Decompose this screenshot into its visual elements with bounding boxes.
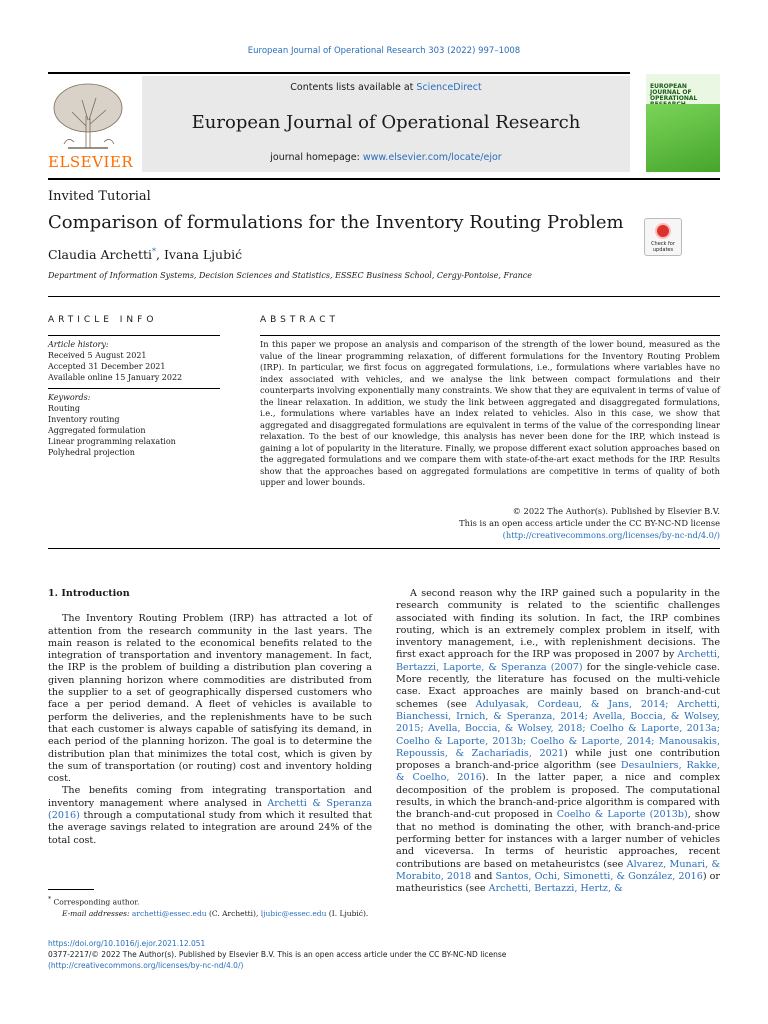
email-link-ljubic[interactable]: ljubic@essec.edu (260, 908, 327, 918)
footnotes (48, 894, 372, 919)
license-link[interactable]: (http://creativecommons.org/licenses/by-nc-nd/4.0/) (502, 530, 720, 540)
homepage-line (142, 152, 630, 163)
citation-link[interactable]: Archetti, Bertazzi, Laporte, & Speranza (2007) (396, 649, 720, 673)
citation-link[interactable]: Archetti, Bertazzi, Hertz, & (488, 883, 623, 895)
elsevier-wordmark: ELSEVIER (48, 153, 134, 171)
cover-graphic (646, 104, 720, 172)
abstract-bottom-rule (48, 548, 720, 549)
citation-link[interactable]: Desaulniers, Rakke, & Coelho, 2016 (396, 760, 721, 784)
issn-line: 0377-2217/© 2022 The Author(s). Published by Elsevier B.V. This is an open access article under the CC BY-NC-ND license (48, 950, 507, 959)
history-accepted: Accepted 31 December 2021 (48, 362, 166, 371)
email-addresses (48, 908, 372, 919)
section-heading: 1. Introduction (48, 588, 130, 599)
article-type: Invited Tutorial (48, 189, 151, 204)
homepage-link[interactable]: www.elsevier.com/locate/ejor (362, 152, 502, 163)
keyword-item: Aggregated formulation (48, 426, 146, 435)
journal-reference[interactable]: European Journal of Operational Research 303 (2022) 997–1008 (247, 46, 521, 56)
license-line: This is an open access article under the CC BY-NC-ND license (459, 518, 720, 528)
history-received: Received 5 August 2021 (48, 351, 147, 360)
intro-paragraph-2 (48, 785, 372, 846)
footnote-text: Corresponding author. (53, 897, 140, 907)
keyword-item: Polyhedral projection (48, 448, 135, 457)
text-span: , show that no method is dominating the other, with branch-and-price performing better for instances with a larger number of vehicles and viceversa. In terms of heuristic approaches, recent contributions are based on metaheuristcs (see (396, 809, 720, 870)
journal-cover-image[interactable] (646, 74, 720, 172)
contents-prefix: Contents lists available at (290, 82, 417, 93)
abstract-text: In this paper we propose an analysis and comparison of the strength of the lower bound, measured as the value of the linear programming relaxation, of different formulations for the Inventory Routing Problem (IRP). In particular, we first focus on aggregated formulations, i.e., formulations where variables have no index associated with vehicles, and we analyse the link between compact formulations and their counterparts involving exponentially many constraints. We show that they are equivalent in terms of value of the linear relaxation. In addition, we study the link between aggregated and disaggregated formulations, i.e., formulations where variables have an index related to vehicles. Also in this case, we show that aggregated and disaggregated formulations are equivalent in terms of the value of the corresponding linear relaxation. To the best of our knowledge, this analysis has never been done for the IRP, which instead is gaining a lot of popularity in the literature. Finally, we propose different exact solution approaches based on the aggregated formulations and we compare them with state-of-the-art exact methods for the IRP. Results show that the approaches based on aggregated formulations are competitive in terms of quality of both upper and lower bounds. (260, 339, 720, 487)
author-archetti[interactable]: Claudia Archetti (48, 247, 152, 263)
cover-title-text: EUROPEAN JOURNAL OF OPERATIONAL (650, 83, 698, 102)
footnote-rule (48, 889, 94, 890)
article-history (48, 339, 220, 383)
section-rule (48, 296, 720, 297)
header-rule-bottom (48, 178, 720, 180)
body-column-left (48, 588, 372, 847)
article-title: Comparison of formulations for the Inventory Routing Problem (48, 212, 624, 233)
text-span: ) or matheuristics (see (396, 870, 721, 895)
email-link-archetti[interactable]: archetti@essec.edu (131, 908, 207, 918)
copyright-line: © 2022 The Author(s). Published by Elsevier B.V. (512, 506, 720, 516)
corresponding-author-note (48, 894, 372, 908)
check-updates-label: Check for updates (651, 241, 675, 253)
author-separator: , (156, 247, 164, 263)
journal-title: European Journal of Operational Research (191, 112, 581, 133)
page-footer (48, 938, 720, 971)
author-ljubic[interactable]: Ivana Ljubić (163, 247, 243, 263)
header-rule-top (48, 72, 630, 74)
sciencedirect-link[interactable]: ScienceDirect (416, 82, 482, 93)
abstract-heading: ABSTRACT (260, 315, 340, 325)
text-span: A second reason why the IRP gained such a popularity in the research community is related to the scientific challenges associated with finding its solution. In fact, the IRP combines routing, which is an extremely complex problem in itself, with inventory management, i.e., with replenishment decisions. The first exact approach for the IRP was proposed in 2007 by (396, 588, 720, 661)
abstract-copyright (260, 505, 720, 541)
text-span: and (471, 870, 496, 882)
contents-line (142, 82, 630, 93)
intro-paragraph-3 (396, 588, 720, 895)
corresponding-author-mark[interactable]: * (152, 247, 156, 256)
intro-paragraph-1: The Inventory Routing Problem (IRP) has attracted a lot of attention from the research community in the last years. The main reason is related to the economical benefits related to the integration of transportation and inventory management. In fact, the IRP is the problem of building a distribution plan covering a given planning horizon where commodities are distributed from the supplier to a set of geographically dispersed customers who face a per period demand. A fleet of vehicles is available to perform the deliveries, and the replenishments have to be such that each customer is always capable of satisfying its demand, in each period of the planning horizon. The goal is to determine the distribution plan that minimizes the total cost, which is given by the sum of transportation (or routing) cost and inventory holding cost. (48, 613, 372, 785)
keywords-label: Keywords: (48, 393, 91, 402)
article-info-divider (48, 388, 220, 389)
body-column-right (396, 588, 720, 895)
author-list (48, 247, 242, 262)
keywords (48, 392, 220, 458)
homepage-prefix: journal homepage: (270, 152, 363, 163)
text-span: for the single-vehicle case. More recently, the literature has focused on the multi-vehicle case. Exact approaches are mainly based on branch-and-cut schemes (see (396, 661, 720, 710)
citation-link[interactable]: Adulyasak, Cordeau, & Jans, 2014; Archetti, Bianchessi, Irnich, & Speranza, 2014; Avella, Boccia, & Wolsey, 2015; Avella, Boccia, & Wolsey, 2018; Coelho & Laporte, 2013a; Coelho & Laporte, 2013b; Coelho & Laporte, 2014; Manousakis, Repoussis, & Zachariadis, 2021 (396, 698, 720, 759)
footer-license-link[interactable]: (http://creativecommons.org/licenses/by-nc-nd/4.0/) (48, 961, 244, 970)
history-label: Article history: (48, 340, 109, 349)
check-updates-icon (655, 223, 671, 239)
abstract-rule (260, 335, 720, 336)
email-owner: (C. Archetti), (206, 908, 261, 918)
email-label: E-mail addresses: (62, 908, 132, 918)
text-span: ) while just one contribution proposes a branch-and-price algorithm (see (396, 747, 720, 772)
email-owner: (I. Ljubić). (326, 908, 369, 918)
text-span: through a computational study from which it resulted that the average savings related to integration are around 24% of the total cost. (48, 810, 372, 846)
citation-link[interactable]: Santos, Ochi, Simonetti, & González, 2016 (495, 870, 703, 882)
keyword-item: Inventory routing (48, 415, 120, 424)
article-info-heading: ARTICLE INFO (48, 315, 158, 325)
citation-link[interactable]: Archetti & Speranza (2016) (48, 797, 372, 822)
doi-link[interactable]: https://doi.org/10.1016/j.ejor.2021.12.051 (48, 939, 206, 948)
article-info-rule (48, 335, 220, 336)
text-span: ). In the latter paper, a nice and complex decomposition of the problem is proposed. The computational results, in which the branch-and-price algorithm is compared with the branch-and-cut proposed in (396, 772, 720, 821)
keyword-item: Routing (48, 404, 81, 413)
check-for-updates-button[interactable] (644, 218, 682, 256)
keyword-item: Linear programming relaxation (48, 437, 176, 446)
footnote-mark: * (48, 896, 52, 903)
history-online: Available online 15 January 2022 (48, 373, 183, 382)
affiliation: Department of Information Systems, Decision Sciences and Statistics, ESSEC Business School, Cergy-Pontoise, France (48, 271, 532, 280)
citation-link[interactable]: Coelho & Laporte (2013b) (556, 809, 688, 821)
citation-link[interactable]: Alvarez, Munari, & Morabito, 2018 (396, 858, 720, 882)
text-span: The benefits coming from integrating transportation and inventory management where analysed in (48, 785, 372, 809)
